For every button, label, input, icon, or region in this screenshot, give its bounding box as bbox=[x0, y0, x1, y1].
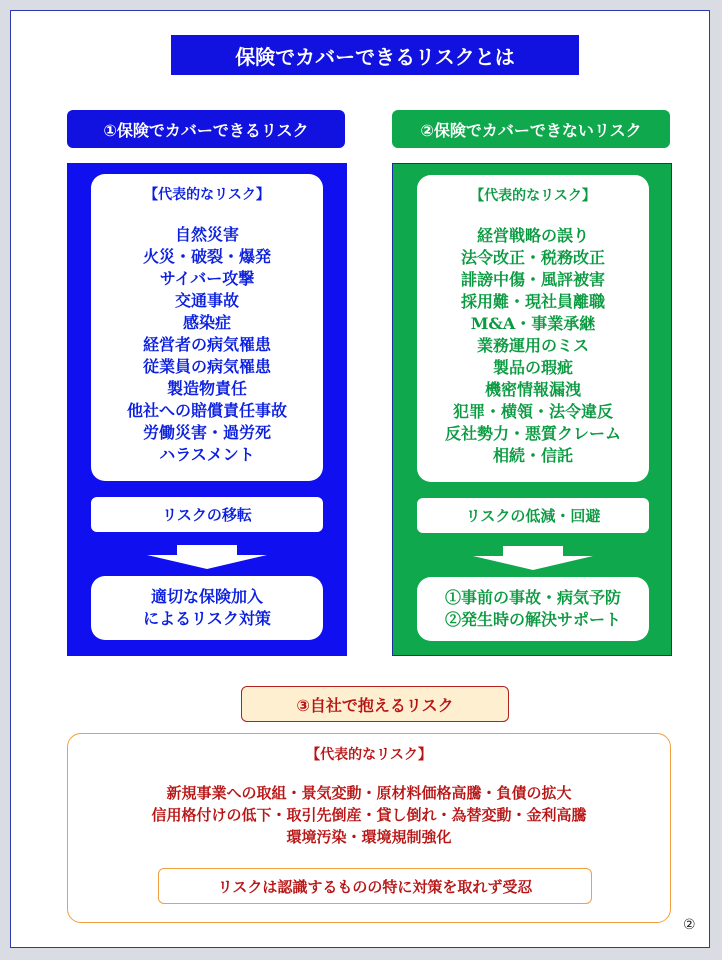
list-item: M&A・事業承継 bbox=[470, 314, 596, 333]
list-item: 交通事故 bbox=[174, 291, 239, 310]
list-item: 感染症 bbox=[182, 313, 231, 332]
result-line: ②発生時の解決サポート bbox=[444, 610, 621, 629]
list-item: 製造物責任 bbox=[166, 379, 247, 398]
result-line: によるリスク対策 bbox=[143, 609, 271, 628]
uninsurable-risk-list bbox=[417, 225, 649, 467]
list-item: 業務運用のミス bbox=[476, 336, 589, 355]
risk-reduction-label: リスクの低減・回避 bbox=[417, 498, 649, 533]
down-arrow-icon bbox=[147, 545, 267, 569]
uninsurable-risk-panel bbox=[392, 163, 672, 656]
list-item: 相続・信託 bbox=[492, 446, 573, 465]
prevention-support-box bbox=[417, 577, 649, 641]
uninsurable-risk-heading: 【代表的なリスク】 bbox=[470, 188, 596, 204]
retained-risk-note: リスクは認識するものの特に対策を取れず受忍 bbox=[158, 868, 592, 904]
list-item: 反社勢力・悪質クレーム bbox=[444, 424, 621, 443]
list-item: ハラスメント bbox=[159, 445, 255, 464]
retained-risk-panel bbox=[67, 733, 671, 923]
retained-risk-heading: 【代表的なリスク】 bbox=[306, 747, 432, 763]
insurable-risk-list-box bbox=[91, 174, 323, 481]
list-item: 採用難・現社員離職 bbox=[460, 292, 605, 311]
risk-transfer-label: リスクの移転 bbox=[91, 497, 323, 532]
retained-risk-header: ③自社で抱えるリスク bbox=[241, 686, 509, 722]
list-item: 自然災害 bbox=[174, 225, 239, 244]
list-item: 犯罪・横領・法令違反 bbox=[452, 402, 613, 421]
list-item: 他社への賠償責任事故 bbox=[126, 401, 287, 420]
insurable-risk-list bbox=[91, 224, 323, 466]
list-item: 労働災害・過労死 bbox=[142, 423, 271, 442]
down-arrow-icon bbox=[473, 546, 593, 570]
retained-risk-list bbox=[68, 782, 670, 848]
list-item: 信用格付けの低下・取引先倒産・貸し倒れ・為替変動・金利高騰 bbox=[151, 806, 587, 824]
list-item: 環境汚染・環境規制強化 bbox=[286, 828, 452, 846]
list-item: 機密情報漏洩 bbox=[484, 380, 581, 399]
insurable-risk-heading: 【代表的なリスク】 bbox=[144, 187, 270, 203]
list-item: 従業員の病気罹患 bbox=[142, 357, 271, 376]
list-item: サイバー攻撃 bbox=[159, 269, 255, 288]
insurable-risk-panel bbox=[67, 163, 347, 656]
insurance-measure-box bbox=[91, 576, 323, 640]
insurable-risk-header: ①保険でカバーできるリスク bbox=[67, 110, 345, 148]
page-title: 保険でカバーできるリスクとは bbox=[171, 35, 579, 75]
result-line: 適切な保険加入 bbox=[150, 587, 263, 606]
list-item: 新規事業への取組・景気変動・原材料価格高騰・負債の拡大 bbox=[166, 784, 572, 802]
list-item: 誹謗中傷・風評被害 bbox=[460, 270, 605, 289]
list-item: 製品の瑕疵 bbox=[492, 358, 573, 377]
page bbox=[10, 10, 710, 948]
list-item: 経営者の病気罹患 bbox=[142, 335, 271, 354]
list-item: 火災・破裂・爆発 bbox=[142, 247, 271, 266]
page-number: ② bbox=[683, 917, 696, 933]
uninsurable-risk-header: ②保険でカバーできないリスク bbox=[392, 110, 670, 148]
uninsurable-risk-list-box bbox=[417, 175, 649, 482]
result-line: ①事前の事故・病気予防 bbox=[444, 588, 621, 607]
list-item: 法令改正・税務改正 bbox=[460, 248, 605, 267]
list-item: 経営戦略の誤り bbox=[476, 226, 589, 245]
